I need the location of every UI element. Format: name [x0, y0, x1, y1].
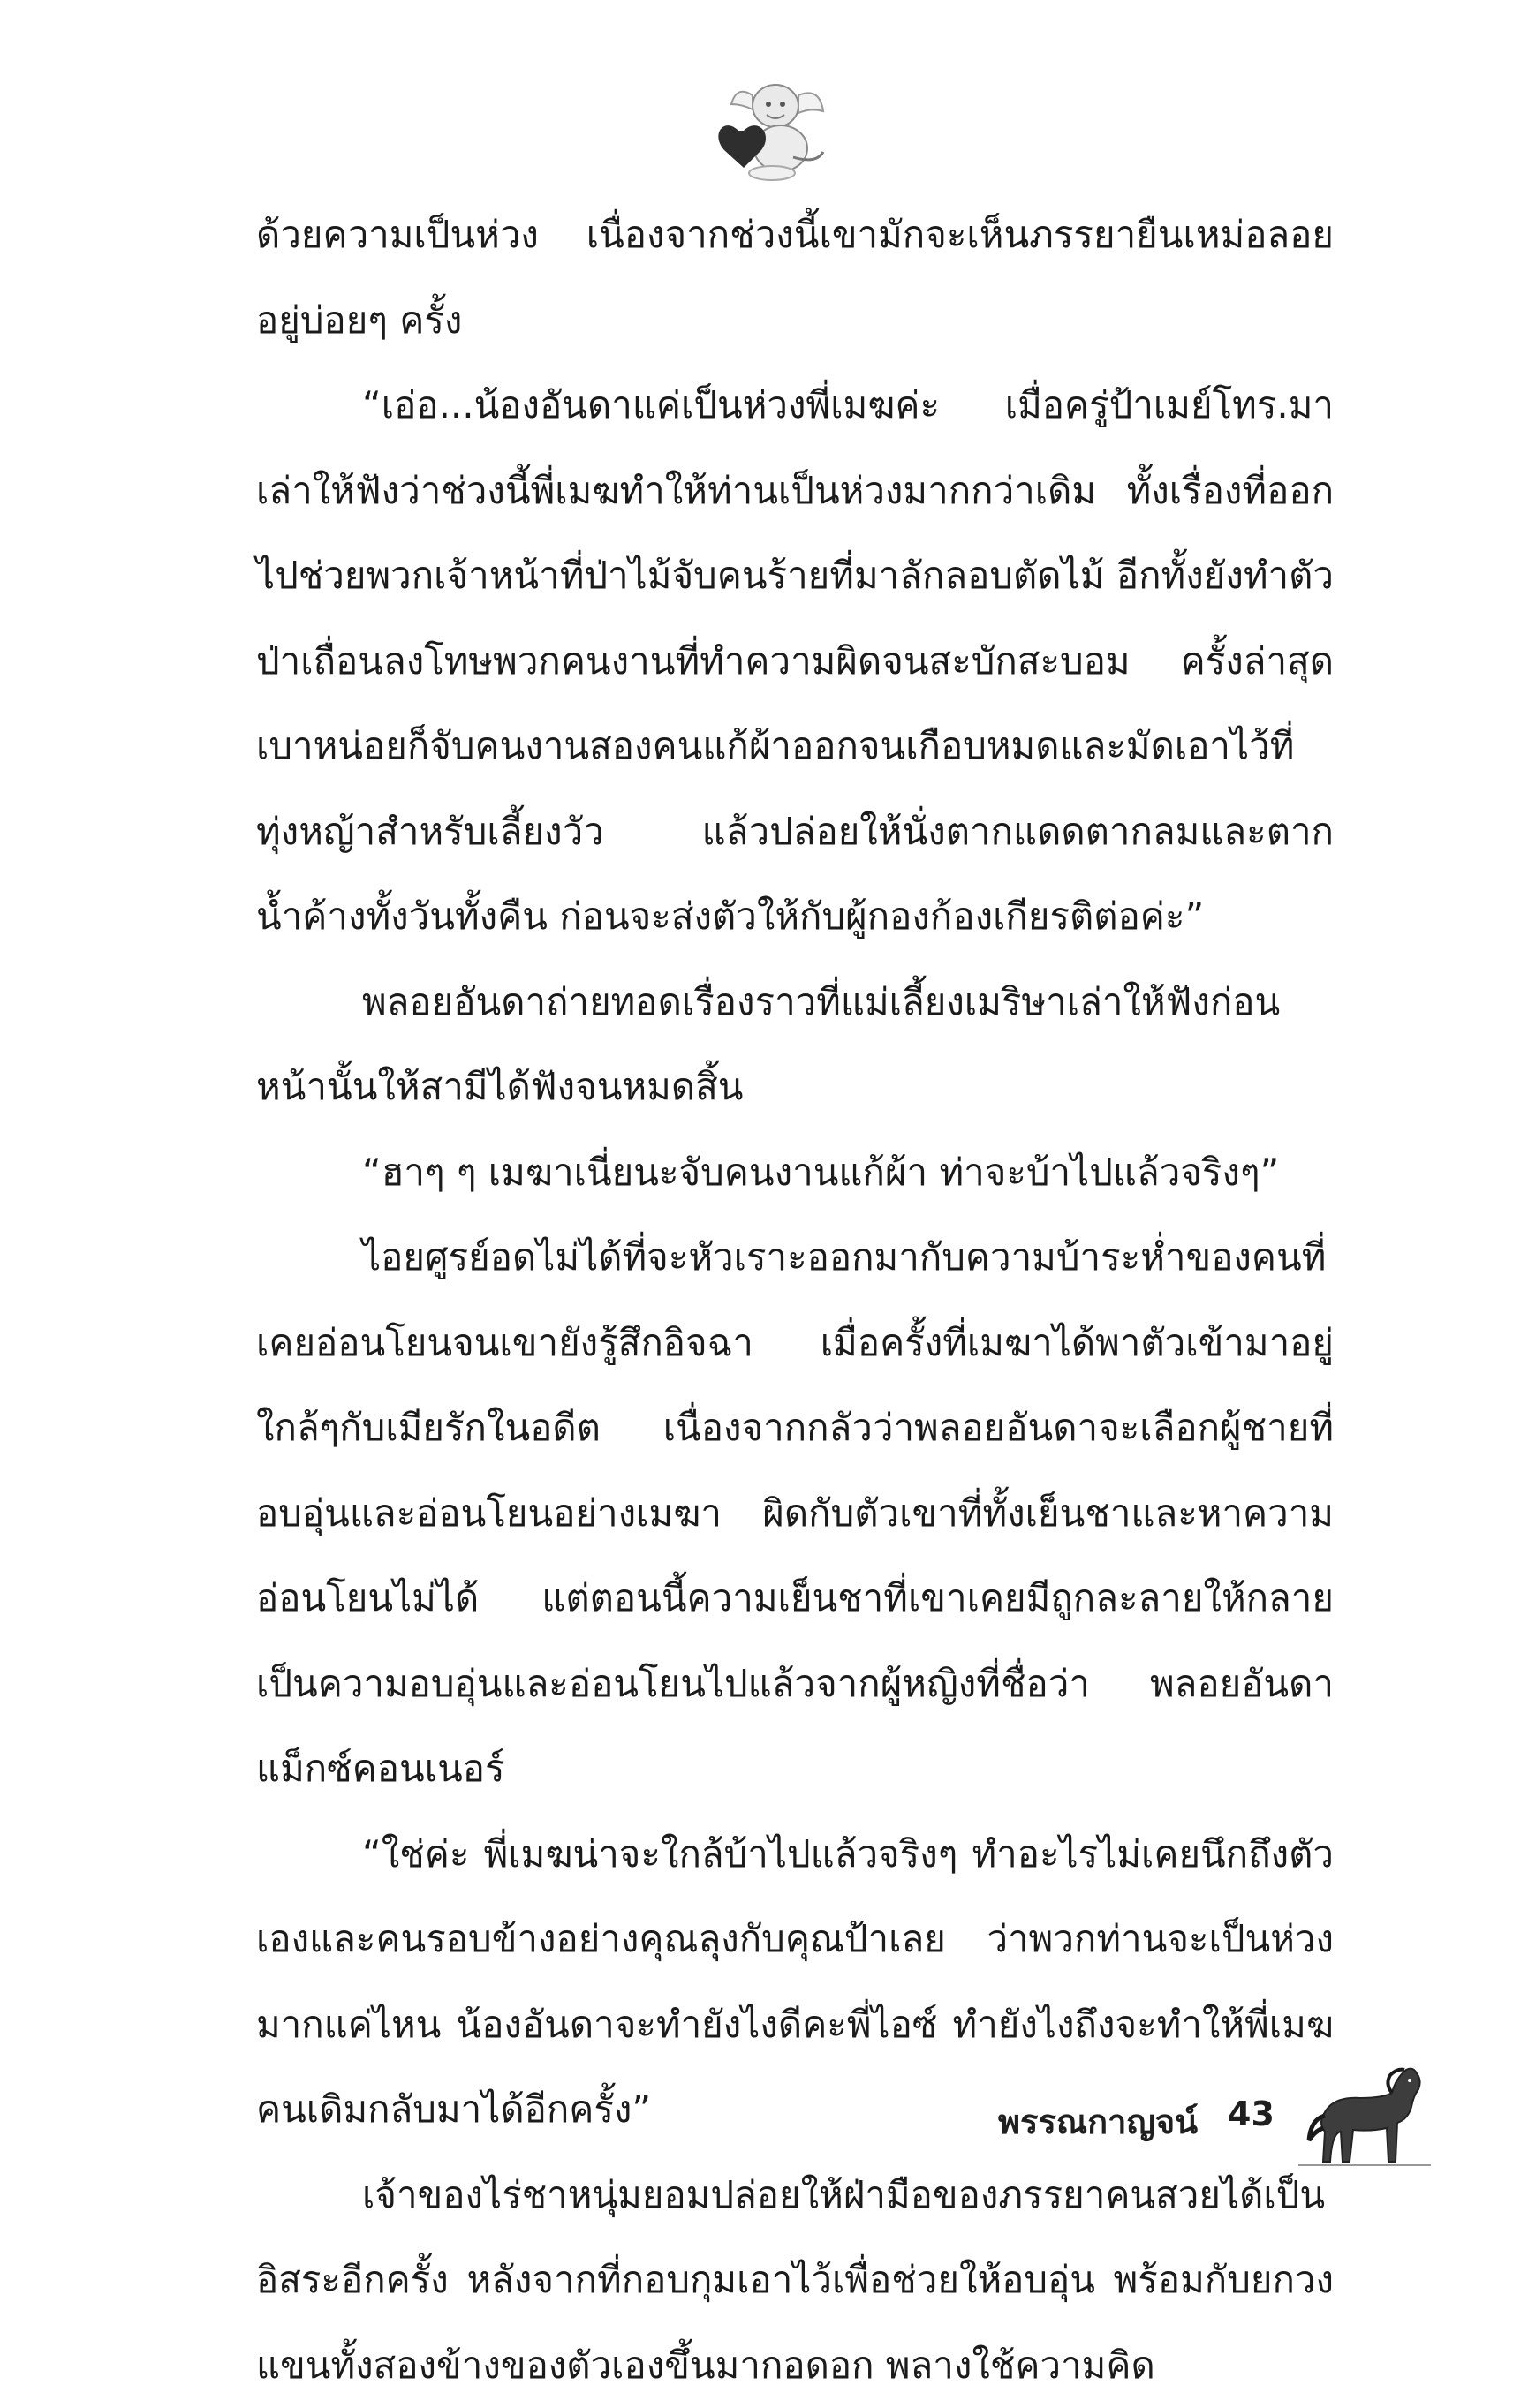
- paragraph-3: พลอยอันดาถ่ายทอดเรื่องราวที่แม่เลี้ยงเมริษาเล่าให้ฟังก่อนหน้านั้นให้สามีได้ฟังจนหมดสิ้น: [256, 960, 1334, 1130]
- footer-title: พรรณกาญจน์: [998, 2095, 1198, 2148]
- paragraph-5: ไอยศูรย์อดไม่ได้ที่จะหัวเราะออกมากับความบ้าระห่ำของคนที่เคยอ่อนโยนจนเขายังรู้สึกอิจฉา เมื่อครั้งที่เมฆาได้พาตัวเข้ามาอยู่ใกล้ๆกับเมียรักในอดีต เนื่องจากกลัวว่าพลอยอันดาจะเลือกผู้ชายที่อบอุ่นและอ่อนโยนอย่างเมฆา ผิดกับตัวเขาที่ทั้งเย็นชาและหาความอ่อนโยนไม่ได้ แต่ตอนนี้ความเย็นชาที่เขาเคยมีถูกละลายให้กลายเป็นความอบอุ่นและอ่อนโยนไปแล้วจากผู้หญิงที่ชื่อว่า พลอยอันดา แม็กซ์คอนเนอร์: [256, 1215, 1334, 1812]
- page-number: 43: [1228, 2095, 1275, 2133]
- body-text: [256, 192, 1334, 2408]
- paragraph-6: “ใช่ค่ะ พี่เมฆน่าจะใกล้บ้าไปแล้วจริงๆ ทำอะไรไม่เคยนึกถึงตัวเองและคนรอบข้างอย่างคุณลุงกับคุณป้าเลย ว่าพวกท่านจะเป็นห่วงมากแค่ไหน น้องอันดาจะทำยังไงดีคะพี่ไอซ์ ทำยังไงถึงจะทำให้พี่เมฆคนเดิมกลับมาได้อีกครั้ง”: [256, 1812, 1334, 2153]
- cupid-heart-icon: [707, 60, 830, 184]
- paragraph-2: “เอ่อ...น้องอันดาแค่เป็นห่วงพี่เมฆค่ะ เมื่อครู่ป้าเมย์โทร.มาเล่าให้ฟังว่าช่วงนี้พี่เมฆทำให้ท่านเป็นห่วงมากกว่าเดิม ทั้งเรื่องที่ออกไปช่วยพวกเจ้าหน้าที่ป่าไม้จับคนร้ายที่มาลักลอบตัดไม้ อีกทั้งยังทำตัวป่าเถื่อนลงโทษพวกคนงานที่ทำความผิดจนสะบักสะบอม ครั้งล่าสุดเบาหน่อยก็จับคนงานสองคนแก้ผ้าออกจนเกือบหมดและมัดเอาไว้ที่ทุ่งหญ้าสำหรับเลี้ยงวัว แล้วปล่อยให้นั่งตากแดดตากลมและตากน้ำค้างทั้งวันทั้งคืน ก่อนจะส่งตัวให้กับผู้กองก้องเกียรติต่อค่ะ”: [256, 363, 1334, 960]
- paragraph-4: “ฮาๆ ๆ เมฆาเนี่ยนะจับคนงานแก้ผ้า ท่าจะบ้าไปแล้วจริงๆ”: [256, 1130, 1334, 1216]
- paragraph-1: ด้วยความเป็นห่วง เนื่องจากช่วงนี้เขามักจะเห็นภรรยายืนเหม่อลอยอยู่บ่อยๆ ครั้ง: [256, 192, 1334, 363]
- horse-icon: [1298, 2057, 1431, 2172]
- paragraph-7: เจ้าของไร่ชาหนุ่มยอมปล่อยให้ฝ่ามือของภรรยาคนสวยได้เป็นอิสระอีกครั้ง หลังจากที่กอบกุมเอาไว้เพื่อช่วยให้อบอุ่น พร้อมกับยกวงแขนทั้งสองข้างของตัวเองขึ้นมากอดอก พลางใช้ความคิด: [256, 2153, 1334, 2408]
